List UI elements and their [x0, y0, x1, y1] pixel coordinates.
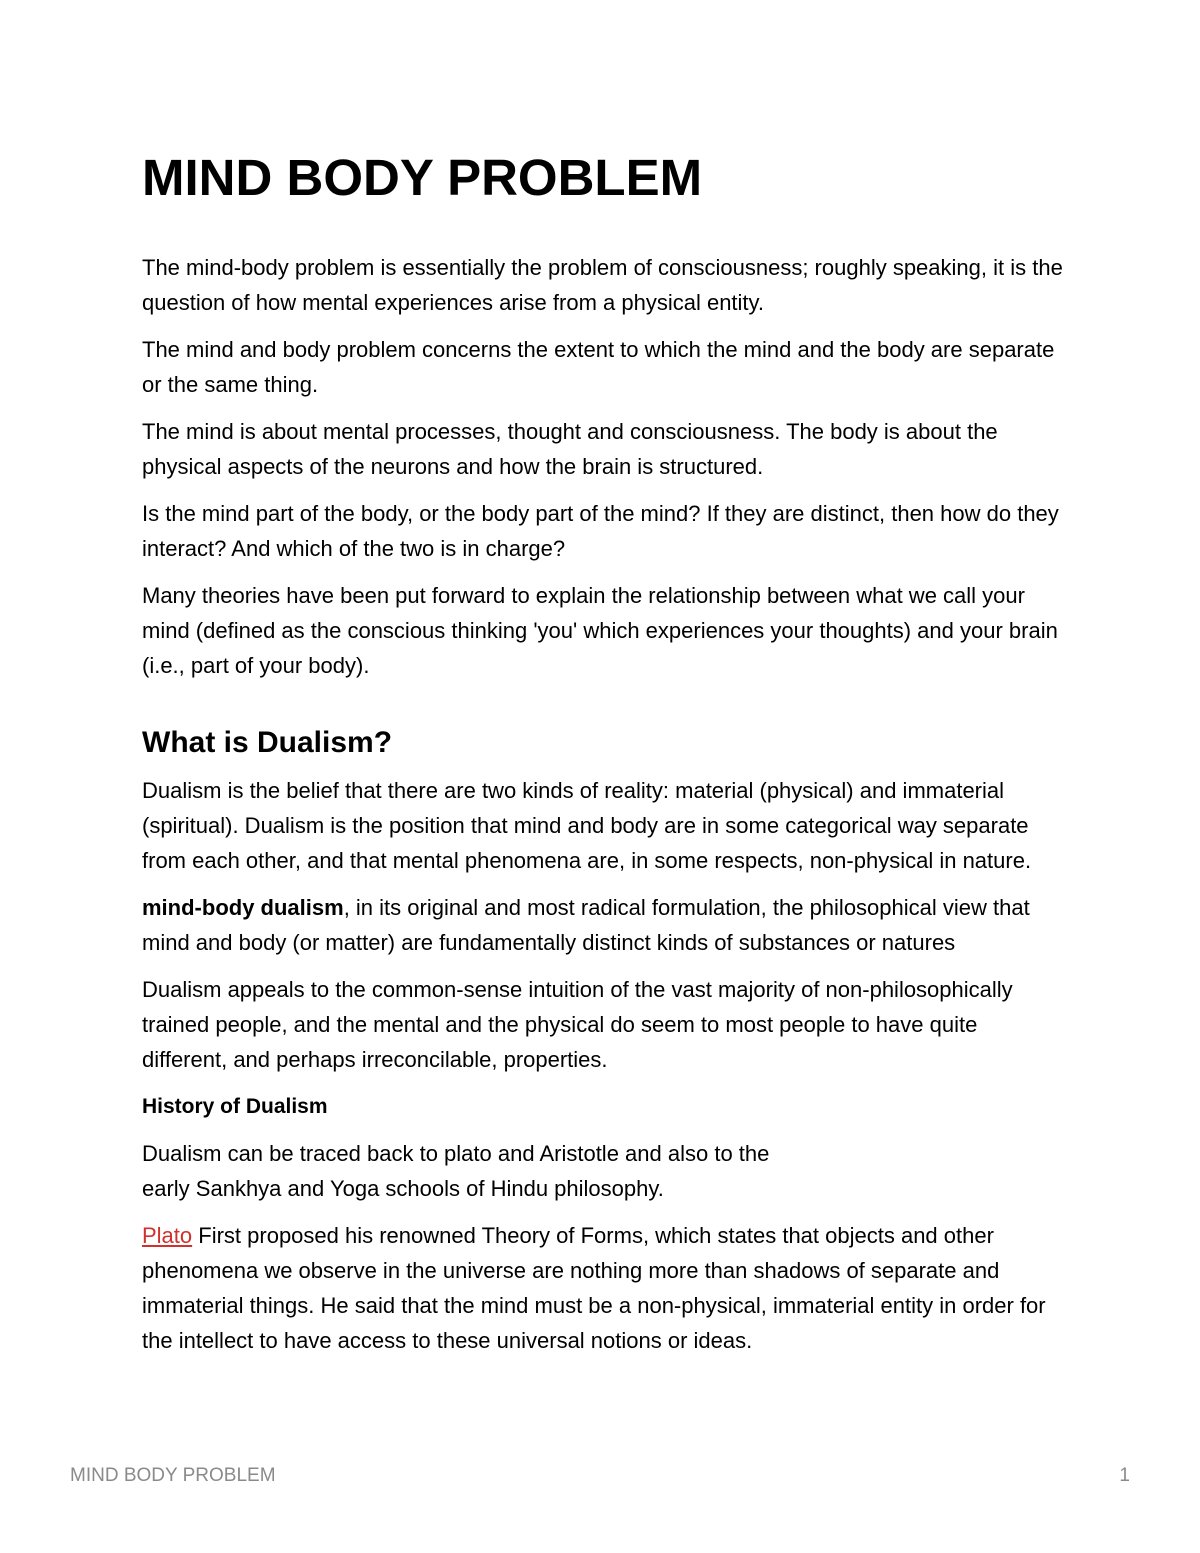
- history-heading: History of Dualism: [142, 1095, 328, 1118]
- page-title: MIND BODY PROBLEM: [142, 149, 703, 206]
- definition-text: , in its original and most radical formulation, the philosophical view that mind and body (or matter) are fundamentally distinct kinds of substances or natures: [142, 895, 1030, 955]
- dualism-paragraph: Dualism is the belief that there are two kinds of reality: material (physical) and immaterial (spiritual). Dualism is the position that mind and body are in some categorical way separate from each other, and that mental phenomena are, in some respects, non-physical in nature.: [142, 778, 1032, 873]
- dualism-heading: What is Dualism?: [142, 726, 393, 759]
- dualism-paragraph: Dualism appeals to the common-sense intuition of the vast majority of non-philosophically trained people, and the mental and the physical do seem to most people to have quite different, and perhaps irreconcilable, properties.: [142, 977, 1013, 1072]
- history-line: Dualism can be traced back to plato and Aristotle and also to the: [142, 1141, 770, 1166]
- definition-term: mind-body dualism: [142, 895, 344, 920]
- history-paragraph: [142, 1136, 1067, 1206]
- intro-paragraph: The mind-body problem is essentially the problem of consciousness; roughly speaking, it is the question of how mental experiences arise from a physical entity.: [142, 255, 1063, 315]
- intro-paragraph: The mind and body problem concerns the extent to which the mind and the body are separate or the same thing.: [142, 337, 1055, 397]
- plato-paragraph: [142, 1218, 1067, 1358]
- dualism-definition-paragraph: [142, 890, 1067, 960]
- intro-paragraph: Is the mind part of the body, or the body part of the mind? If they are distinct, then how do they interact? And which of the two is in charge?: [142, 501, 1059, 561]
- plato-text: First proposed his renowned Theory of Forms, which states that objects and other phenomena we observe in the universe are nothing more than shadows of separate and immaterial things. He said that the mind must be a non-physical, immaterial entity in order for the intellect to have access to these universal notions or ideas.: [142, 1223, 1046, 1353]
- page-number: 1: [1119, 1465, 1130, 1486]
- history-line: early Sankhya and Yoga schools of Hindu philosophy.: [142, 1176, 664, 1201]
- footer-title: MIND BODY PROBLEM: [70, 1465, 276, 1486]
- intro-paragraph: The mind is about mental processes, thought and consciousness. The body is about the physical aspects of the neurons and how the brain is structured.: [142, 419, 998, 479]
- document-body: [142, 146, 1067, 1370]
- intro-paragraph: Many theories have been put forward to explain the relationship between what we call your mind (defined as the conscious thinking 'you' which experiences your thoughts) and your brain (i.e., part of your body).: [142, 583, 1058, 678]
- plato-link[interactable]: Plato: [142, 1223, 193, 1248]
